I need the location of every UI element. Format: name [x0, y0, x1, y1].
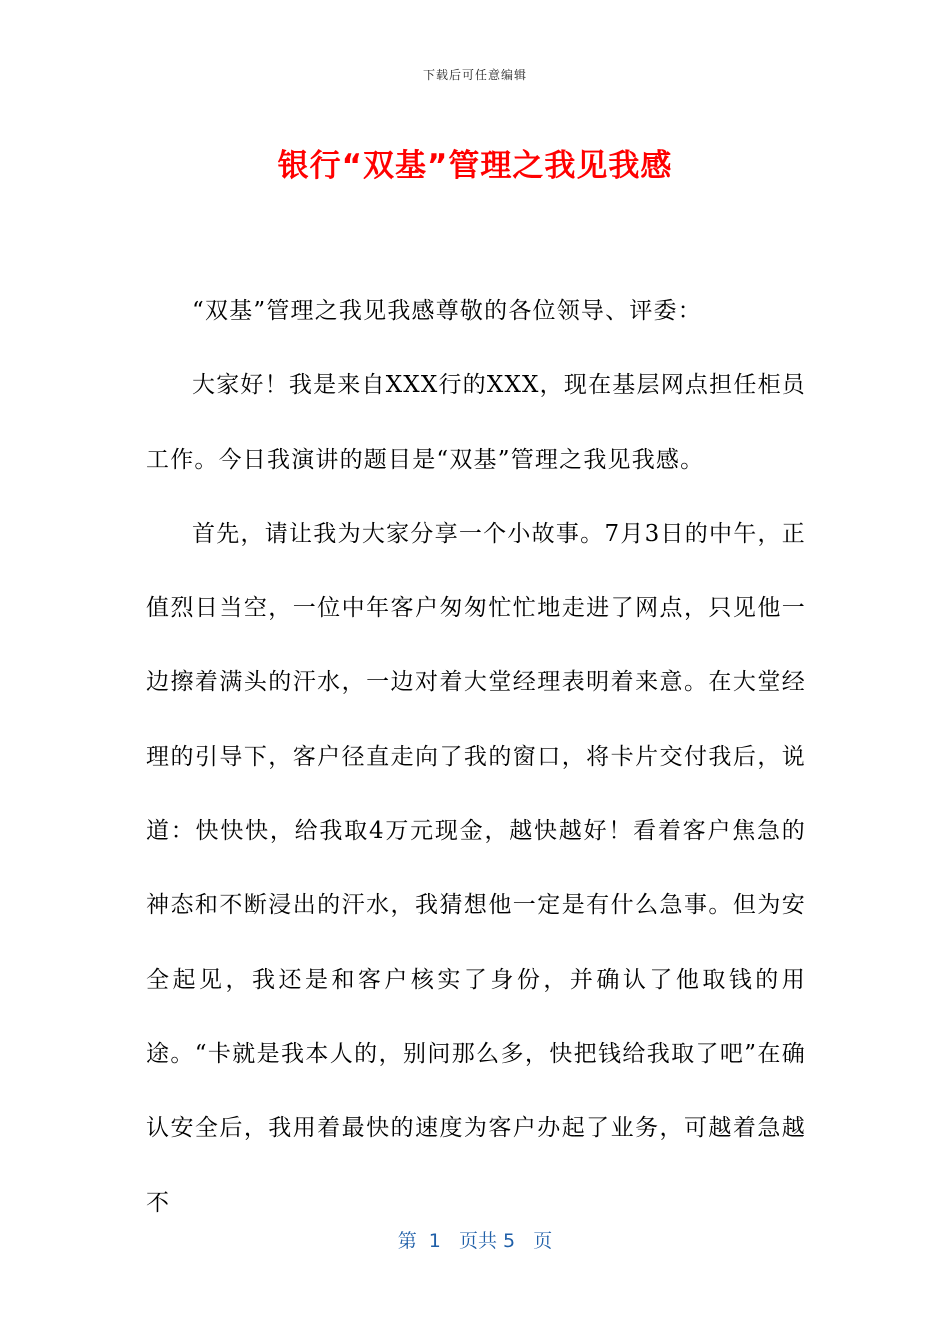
page-number: 第 1 页共 5 页	[397, 1230, 553, 1252]
header-note: 下载后可任意编辑	[422, 68, 527, 82]
paragraph-introduction: 大家好！我是来自XXX行的XXX，现在基层网点担任柜员工作。今日我演讲的题目是“双基”管理之我见我感。	[146, 372, 806, 473]
paragraph-story: 首先，请让我为大家分享一个小故事。7月3日的中午，正值烈日当空，一位中年客户匆匆忙忙地走进了网点，只见他一边擦着满头的汗水，一边对着大堂经理表明着来意。在大堂经理的引导下，客户径直走向了我的窗口，将卡片交付我后，说道：快快快，给我取4万元现金，越快越好！看着客户焦急的神态和不断浸出的汗水，我猜想他一定是有什么急事。但为安全起见，我还是和客户核实了身份，并确认了他取钱的用途。“卡就是我本人的，别问那么多，快把钱给我取了吧”在确认安全后，我用着最快的速度为客户办起了业务，可越着急越不	[146, 520, 806, 1216]
paragraph-salutation: “双基”管理之我见我感尊敬的各位领导、评委：	[192, 298, 702, 324]
document-body	[146, 274, 806, 1240]
document-title: 银行“双基”管理之我见我感	[277, 148, 673, 184]
